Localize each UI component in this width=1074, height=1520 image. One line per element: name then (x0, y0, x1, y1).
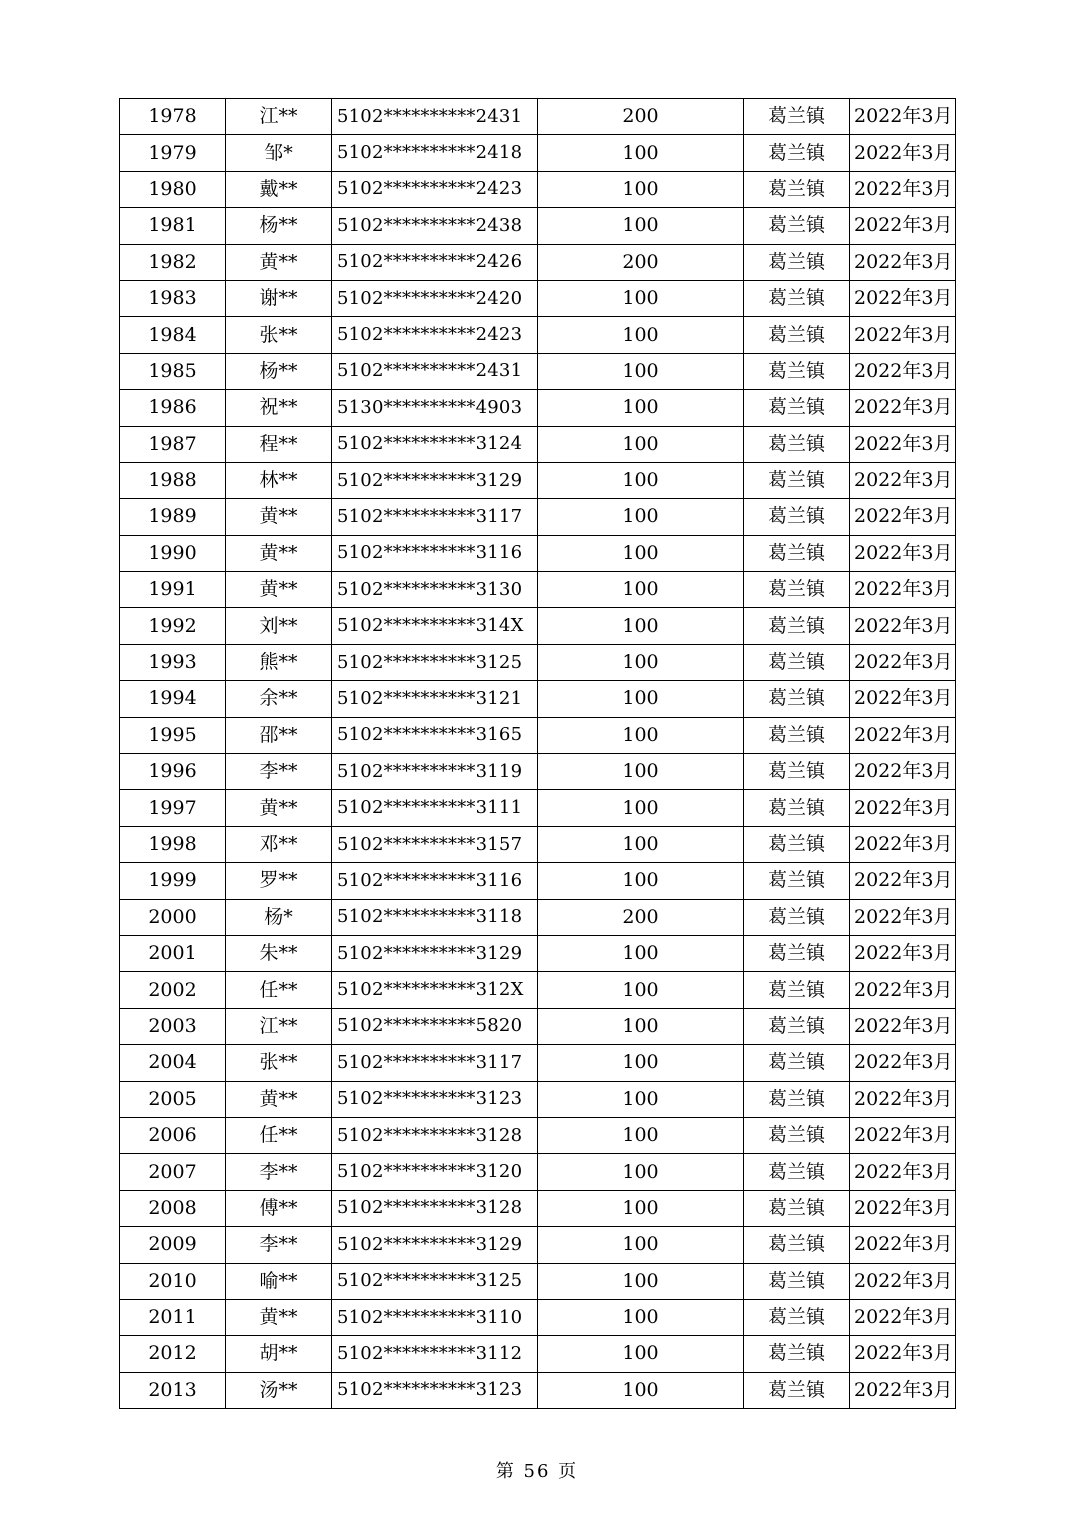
amount-cell: 100 (538, 1154, 744, 1190)
amount-cell: 100 (538, 826, 744, 862)
town-cell: 葛兰镇 (744, 135, 850, 171)
date-cell: 2022年3月 (850, 899, 956, 935)
name-cell: 张** (226, 317, 332, 353)
seq-cell: 2013 (120, 1372, 226, 1408)
id-number-cell: 5102**********3123 (332, 1081, 538, 1117)
date-cell: 2022年3月 (850, 1190, 956, 1226)
town-cell: 葛兰镇 (744, 535, 850, 571)
amount-cell: 200 (538, 99, 744, 135)
name-cell: 朱** (226, 935, 332, 971)
id-number-cell: 5102**********2438 (332, 208, 538, 244)
date-cell: 2022年3月 (850, 826, 956, 862)
seq-cell: 1995 (120, 717, 226, 753)
seq-cell: 1997 (120, 790, 226, 826)
id-number-cell: 5102**********3110 (332, 1299, 538, 1335)
name-cell: 江** (226, 99, 332, 135)
date-cell: 2022年3月 (850, 1336, 956, 1372)
id-number-cell: 5102**********2420 (332, 280, 538, 316)
page-number: 第 56 页 (495, 1461, 579, 1482)
table-row (120, 1372, 956, 1408)
table-row (120, 899, 956, 935)
amount-cell: 200 (538, 244, 744, 280)
id-number-cell: 5102**********3119 (332, 754, 538, 790)
table-row (120, 1008, 956, 1044)
table-row (120, 1227, 956, 1263)
name-cell: 黄** (226, 572, 332, 608)
date-cell: 2022年3月 (850, 1372, 956, 1408)
town-cell: 葛兰镇 (744, 1336, 850, 1372)
seq-cell: 1991 (120, 572, 226, 608)
date-cell: 2022年3月 (850, 863, 956, 899)
id-number-cell: 5102**********3125 (332, 1263, 538, 1299)
table-row (120, 681, 956, 717)
seq-cell: 1996 (120, 754, 226, 790)
seq-cell: 1979 (120, 135, 226, 171)
table-row (120, 790, 956, 826)
seq-cell: 1988 (120, 462, 226, 498)
seq-cell: 1981 (120, 208, 226, 244)
amount-cell: 100 (538, 1045, 744, 1081)
town-cell: 葛兰镇 (744, 681, 850, 717)
date-cell: 2022年3月 (850, 1117, 956, 1153)
date-cell: 2022年3月 (850, 935, 956, 971)
date-cell: 2022年3月 (850, 608, 956, 644)
date-cell: 2022年3月 (850, 1154, 956, 1190)
id-number-cell: 5102**********2431 (332, 99, 538, 135)
town-cell: 葛兰镇 (744, 935, 850, 971)
amount-cell: 100 (538, 608, 744, 644)
name-cell: 林** (226, 462, 332, 498)
amount-cell: 100 (538, 317, 744, 353)
id-number-cell: 5102**********312X (332, 972, 538, 1008)
seq-cell: 1987 (120, 426, 226, 462)
date-cell: 2022年3月 (850, 790, 956, 826)
table-row (120, 644, 956, 680)
table-row (120, 717, 956, 753)
seq-cell: 1989 (120, 499, 226, 535)
seq-cell: 2009 (120, 1227, 226, 1263)
date-cell: 2022年3月 (850, 1227, 956, 1263)
table-row (120, 135, 956, 171)
name-cell: 罗** (226, 863, 332, 899)
amount-cell: 100 (538, 499, 744, 535)
name-cell: 余** (226, 681, 332, 717)
name-cell: 黄** (226, 790, 332, 826)
town-cell: 葛兰镇 (744, 1263, 850, 1299)
date-cell: 2022年3月 (850, 681, 956, 717)
date-cell: 2022年3月 (850, 353, 956, 389)
seq-cell: 2001 (120, 935, 226, 971)
id-number-cell: 5102**********3128 (332, 1190, 538, 1226)
date-cell: 2022年3月 (850, 1045, 956, 1081)
name-cell: 杨* (226, 899, 332, 935)
table-row (120, 754, 956, 790)
table-row (120, 390, 956, 426)
records-table (119, 98, 956, 1409)
town-cell: 葛兰镇 (744, 1008, 850, 1044)
id-number-cell: 5102**********3112 (332, 1336, 538, 1372)
id-number-cell: 5102**********3116 (332, 863, 538, 899)
table-row (120, 1045, 956, 1081)
table-row (120, 499, 956, 535)
id-number-cell: 5102**********2423 (332, 171, 538, 207)
id-number-cell: 5102**********3124 (332, 426, 538, 462)
seq-cell: 1985 (120, 353, 226, 389)
name-cell: 邓** (226, 826, 332, 862)
town-cell: 葛兰镇 (744, 499, 850, 535)
name-cell: 祝** (226, 390, 332, 426)
table-row (120, 353, 956, 389)
amount-cell: 100 (538, 935, 744, 971)
town-cell: 葛兰镇 (744, 1299, 850, 1335)
amount-cell: 100 (538, 1263, 744, 1299)
seq-cell: 2010 (120, 1263, 226, 1299)
seq-cell: 2007 (120, 1154, 226, 1190)
amount-cell: 100 (538, 863, 744, 899)
table-row (120, 572, 956, 608)
id-number-cell: 5102**********5820 (332, 1008, 538, 1044)
date-cell: 2022年3月 (850, 171, 956, 207)
table-row (120, 863, 956, 899)
table-row (120, 1190, 956, 1226)
name-cell: 喻** (226, 1263, 332, 1299)
date-cell: 2022年3月 (850, 208, 956, 244)
name-cell: 杨** (226, 208, 332, 244)
seq-cell: 2004 (120, 1045, 226, 1081)
town-cell: 葛兰镇 (744, 826, 850, 862)
amount-cell: 100 (538, 1190, 744, 1226)
date-cell: 2022年3月 (850, 1263, 956, 1299)
town-cell: 葛兰镇 (744, 863, 850, 899)
town-cell: 葛兰镇 (744, 717, 850, 753)
amount-cell: 100 (538, 681, 744, 717)
amount-cell: 100 (538, 1008, 744, 1044)
date-cell: 2022年3月 (850, 426, 956, 462)
amount-cell: 100 (538, 972, 744, 1008)
seq-cell: 2005 (120, 1081, 226, 1117)
table-row (120, 826, 956, 862)
town-cell: 葛兰镇 (744, 1045, 850, 1081)
date-cell: 2022年3月 (850, 1081, 956, 1117)
id-number-cell: 5102**********314X (332, 608, 538, 644)
id-number-cell: 5102**********3157 (332, 826, 538, 862)
seq-cell: 2002 (120, 972, 226, 1008)
seq-cell: 1980 (120, 171, 226, 207)
table-row (120, 535, 956, 571)
name-cell: 傅** (226, 1190, 332, 1226)
town-cell: 葛兰镇 (744, 644, 850, 680)
seq-cell: 2000 (120, 899, 226, 935)
amount-cell: 100 (538, 135, 744, 171)
town-cell: 葛兰镇 (744, 353, 850, 389)
town-cell: 葛兰镇 (744, 754, 850, 790)
id-number-cell: 5102**********3121 (332, 681, 538, 717)
id-number-cell: 5102**********3117 (332, 499, 538, 535)
town-cell: 葛兰镇 (744, 426, 850, 462)
date-cell: 2022年3月 (850, 572, 956, 608)
id-number-cell: 5102**********3117 (332, 1045, 538, 1081)
seq-cell: 1999 (120, 863, 226, 899)
amount-cell: 200 (538, 899, 744, 935)
seq-cell: 1994 (120, 681, 226, 717)
date-cell: 2022年3月 (850, 390, 956, 426)
name-cell: 黄** (226, 1081, 332, 1117)
amount-cell: 100 (538, 208, 744, 244)
town-cell: 葛兰镇 (744, 280, 850, 316)
town-cell: 葛兰镇 (744, 1372, 850, 1408)
seq-cell: 1992 (120, 608, 226, 644)
town-cell: 葛兰镇 (744, 1117, 850, 1153)
seq-cell: 2011 (120, 1299, 226, 1335)
amount-cell: 100 (538, 353, 744, 389)
seq-cell: 1986 (120, 390, 226, 426)
seq-cell: 1984 (120, 317, 226, 353)
table-row (120, 1299, 956, 1335)
date-cell: 2022年3月 (850, 280, 956, 316)
id-number-cell: 5102**********3129 (332, 1227, 538, 1263)
seq-cell: 1998 (120, 826, 226, 862)
amount-cell: 100 (538, 1081, 744, 1117)
town-cell: 葛兰镇 (744, 99, 850, 135)
date-cell: 2022年3月 (850, 754, 956, 790)
amount-cell: 100 (538, 1372, 744, 1408)
name-cell: 江** (226, 1008, 332, 1044)
amount-cell: 100 (538, 572, 744, 608)
table-row (120, 280, 956, 316)
name-cell: 任** (226, 1117, 332, 1153)
seq-cell: 1990 (120, 535, 226, 571)
name-cell: 黄** (226, 499, 332, 535)
table-row (120, 1336, 956, 1372)
name-cell: 谢** (226, 280, 332, 316)
table-row (120, 935, 956, 971)
name-cell: 张** (226, 1045, 332, 1081)
id-number-cell: 5102**********3125 (332, 644, 538, 680)
table-row (120, 1081, 956, 1117)
seq-cell: 1982 (120, 244, 226, 280)
id-number-cell: 5102**********3129 (332, 462, 538, 498)
name-cell: 胡** (226, 1336, 332, 1372)
id-number-cell: 5102**********2426 (332, 244, 538, 280)
seq-cell: 2006 (120, 1117, 226, 1153)
name-cell: 杨** (226, 353, 332, 389)
seq-cell: 1993 (120, 644, 226, 680)
date-cell: 2022年3月 (850, 499, 956, 535)
town-cell: 葛兰镇 (744, 1227, 850, 1263)
seq-cell: 1983 (120, 280, 226, 316)
id-number-cell: 5102**********3129 (332, 935, 538, 971)
name-cell: 李** (226, 754, 332, 790)
seq-cell: 2003 (120, 1008, 226, 1044)
table-row (120, 972, 956, 1008)
id-number-cell: 5102**********3120 (332, 1154, 538, 1190)
id-number-cell: 5102**********3165 (332, 717, 538, 753)
date-cell: 2022年3月 (850, 535, 956, 571)
town-cell: 葛兰镇 (744, 1154, 850, 1190)
table-row (120, 244, 956, 280)
amount-cell: 100 (538, 790, 744, 826)
town-cell: 葛兰镇 (744, 171, 850, 207)
seq-cell: 2008 (120, 1190, 226, 1226)
name-cell: 程** (226, 426, 332, 462)
date-cell: 2022年3月 (850, 99, 956, 135)
id-number-cell: 5102**********3111 (332, 790, 538, 826)
name-cell: 李** (226, 1227, 332, 1263)
table-row (120, 208, 956, 244)
amount-cell: 100 (538, 1227, 744, 1263)
name-cell: 戴** (226, 171, 332, 207)
id-number-cell: 5102**********3128 (332, 1117, 538, 1153)
town-cell: 葛兰镇 (744, 1190, 850, 1226)
town-cell: 葛兰镇 (744, 608, 850, 644)
name-cell: 熊** (226, 644, 332, 680)
name-cell: 黄** (226, 1299, 332, 1335)
amount-cell: 100 (538, 1336, 744, 1372)
town-cell: 葛兰镇 (744, 208, 850, 244)
amount-cell: 100 (538, 1117, 744, 1153)
seq-cell: 1978 (120, 99, 226, 135)
name-cell: 邹* (226, 135, 332, 171)
table-row (120, 426, 956, 462)
seq-cell: 2012 (120, 1336, 226, 1372)
id-number-cell: 5102**********2423 (332, 317, 538, 353)
amount-cell: 100 (538, 171, 744, 207)
town-cell: 葛兰镇 (744, 899, 850, 935)
amount-cell: 100 (538, 462, 744, 498)
town-cell: 葛兰镇 (744, 390, 850, 426)
date-cell: 2022年3月 (850, 1008, 956, 1044)
amount-cell: 100 (538, 754, 744, 790)
date-cell: 2022年3月 (850, 644, 956, 680)
town-cell: 葛兰镇 (744, 572, 850, 608)
amount-cell: 100 (538, 644, 744, 680)
table-row (120, 1263, 956, 1299)
table-row (120, 1154, 956, 1190)
name-cell: 汤** (226, 1372, 332, 1408)
date-cell: 2022年3月 (850, 972, 956, 1008)
date-cell: 2022年3月 (850, 317, 956, 353)
date-cell: 2022年3月 (850, 462, 956, 498)
name-cell: 黄** (226, 535, 332, 571)
date-cell: 2022年3月 (850, 244, 956, 280)
id-number-cell: 5102**********3116 (332, 535, 538, 571)
id-number-cell: 5102**********2418 (332, 135, 538, 171)
id-number-cell: 5130**********4903 (332, 390, 538, 426)
amount-cell: 100 (538, 426, 744, 462)
town-cell: 葛兰镇 (744, 1081, 850, 1117)
town-cell: 葛兰镇 (744, 972, 850, 1008)
table-row (120, 171, 956, 207)
amount-cell: 100 (538, 390, 744, 426)
town-cell: 葛兰镇 (744, 462, 850, 498)
name-cell: 刘** (226, 608, 332, 644)
name-cell: 任** (226, 972, 332, 1008)
name-cell: 邵** (226, 717, 332, 753)
town-cell: 葛兰镇 (744, 244, 850, 280)
date-cell: 2022年3月 (850, 717, 956, 753)
town-cell: 葛兰镇 (744, 790, 850, 826)
town-cell: 葛兰镇 (744, 317, 850, 353)
table-row (120, 317, 956, 353)
id-number-cell: 5102**********3123 (332, 1372, 538, 1408)
table-row (120, 99, 956, 135)
amount-cell: 100 (538, 280, 744, 316)
amount-cell: 100 (538, 535, 744, 571)
amount-cell: 100 (538, 717, 744, 753)
amount-cell: 100 (538, 1299, 744, 1335)
table-row (120, 1117, 956, 1153)
records-body (120, 99, 956, 1409)
table-row (120, 462, 956, 498)
name-cell: 黄** (226, 244, 332, 280)
id-number-cell: 5102**********3130 (332, 572, 538, 608)
date-cell: 2022年3月 (850, 135, 956, 171)
table-row (120, 608, 956, 644)
id-number-cell: 5102**********2431 (332, 353, 538, 389)
id-number-cell: 5102**********3118 (332, 899, 538, 935)
name-cell: 李** (226, 1154, 332, 1190)
date-cell: 2022年3月 (850, 1299, 956, 1335)
